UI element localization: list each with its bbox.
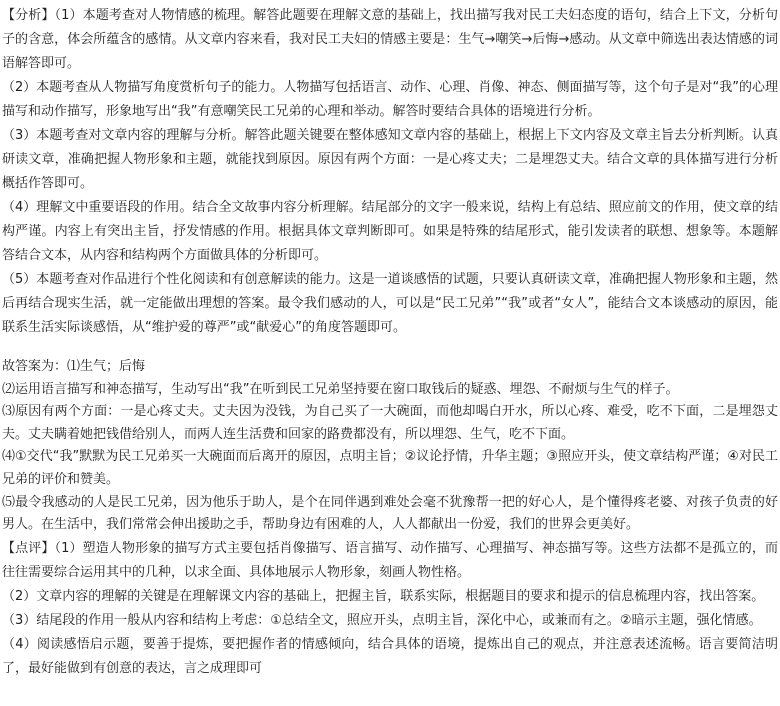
analysis-paragraph-4: （4）理解文中重要语段的作用。结合全文故事内容分析理解。结尾部分的文字一般来说，结构上有总结、照应前文的作用，使文章的结构严谨。内容上有突出主旨，抒发情感的作用。根据具体文章判断即可。如果是特殊的结尾形式，能引发读者的联想、想象等。本题解答结合文本，从内容和结构两个方面做具体的分析即可。 xyxy=(2,200,778,263)
comment-paragraph-3: （3）结尾段的作用一般从内容和结构上考虑：①总结全文，照应开头，点明主旨，深化中心，或兼而有之。②暗示主题，强化情感。 xyxy=(2,612,762,628)
answers-section xyxy=(2,356,778,537)
comment-paragraph-4: （4）阅读感悟启示题，要善于提炼，要把握作者的情感倾向，结合具体的语境，提炼出自己的观点，并注意表述流畅。语言要简洁明了，最好能做到有创意的表达，言之成理即可 xyxy=(2,636,778,676)
analysis-paragraph-1: 【分析】（1）本题考查对人物情感的梳理。解答此题要在理解文意的基础上，找出描写我对民工夫妇态度的语句，结合上下文，分析句子的含意，体会所蕴含的感情。从文章内容来看，我对民工夫妇的情感主要是：生气→嘲笑→后悔→感动。从文章中筛选出表达情感的词语解答即可。 xyxy=(2,8,778,71)
analysis-paragraph-5: （5）本题考查对作品进行个性化阅读和有创意解读的能力。这是一道谈感悟的试题，只要认真研读文章，准确把握人物形象和主题，然后再结合现实生活，就一定能做出理想的答案。最令我们感动的人，可以是“民工兄弟”“我”或者“女人”，能结合文本谈感动的原因，能联系生活实际谈感悟，从“维护爱的尊严”或“献爱心”的角度答题即可。 xyxy=(2,272,778,335)
answer-paragraph-5: ⑸最令我感动的人是民工兄弟，因为他乐于助人，是个在同伴遇到难处会毫不犹豫帮一把的好心人，是个懂得疼老婆、对孩子负责的好男人。在生活中，我们常常会伸出援助之手，帮助身边有困难的人，人人都献出一份爱，我们的世界会更美好。 xyxy=(2,494,778,533)
answer-paragraph-1: 故答案为：⑴生气；后悔 xyxy=(2,359,146,374)
answer-paragraph-4: ⑷①交代“我”默默为民工兄弟买一大碗面而后离开的原因，点明主旨；②议论抒情，升华主题；③照应开头，使文章结构严谨；④对民工兄弟的评价和赞美。 xyxy=(2,449,778,487)
analysis-paragraph-2: （2）本题考查从人物描写角度赏析句子的能力。人物描写包括语言、动作、心理、肖像、神态、侧面描写等，这个句子是对“我”的心理描写和动作描写，形象地写出“我”有意嘲笑民工兄弟的心理和举动。解答时要结合具体的语境进行分析。 xyxy=(2,80,778,119)
analysis-section xyxy=(2,4,778,340)
document-page xyxy=(2,4,778,681)
comments-section xyxy=(2,537,778,681)
answer-paragraph-2: ⑵运用语言描写和神态描写，生动写出“我”在听到民工兄弟坚持要在窗口取钱后的疑惑、埋怨、不耐烦与生气的样子。 xyxy=(2,381,679,397)
answer-paragraph-3: ⑶原因有两个方面：一是心疼丈夫。丈夫因为没钱，为自己买了一大碗面，而他却喝白开水，所以心疼、难受，吃不下面，二是埋怨丈夫。丈夫瞒着她把钱借给别人，而两人连生活费和回家的路费都没有，所以埋怨、生气，吃不下面。 xyxy=(2,404,778,442)
comment-paragraph-2: （2）文章内容的理解的关键是在理解课文内容的基础上，把握主旨，联系实际，根据题目的要求和提示的信息梳理内容，找出答案。 xyxy=(2,588,765,604)
section-gap xyxy=(2,340,778,356)
comment-paragraph-1: 【点评】（1）塑造人物形象的描写方式主要包括肖像描写、语言描写、动作描写、心理描写、神态描写等。这些方法都不是孤立的，而往往需要综合运用其中的几种，以求全面、具体地展示人物形象，刻画人物性格。 xyxy=(2,540,778,580)
analysis-paragraph-3: （3）本题考查对文章内容的理解与分析。解答此题关键要在整体感知文章内容的基础上，根据上下文内容及文章主旨去分析判断。认真研读文章，准确把握人物形象和主题，就能找到原因。原因有两个方面：一是心疼丈夫；二是埋怨丈夫。结合文章的具体描写进行分析概括作答即可。 xyxy=(2,128,778,191)
